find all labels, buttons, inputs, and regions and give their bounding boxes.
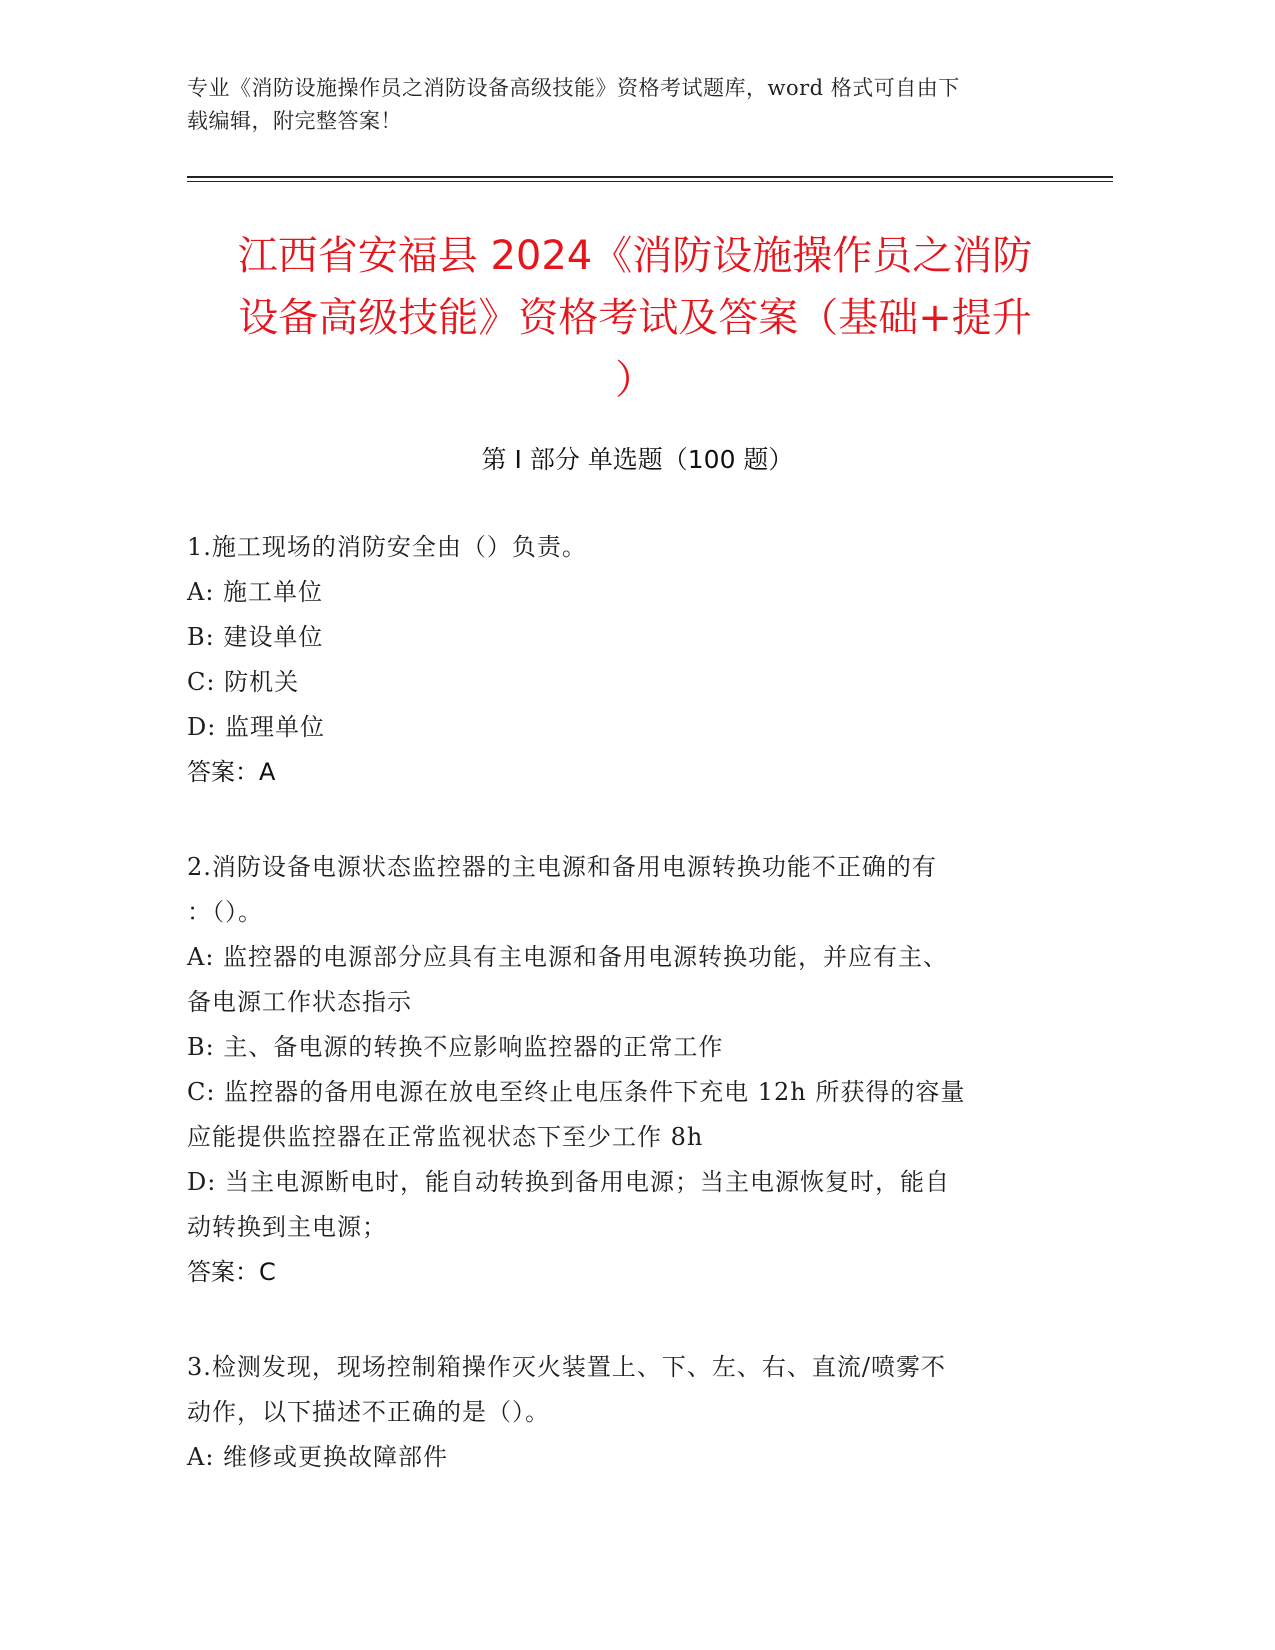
option-c-continued: 应能提供监控器在正常监视状态下至少工作 8h	[187, 1123, 704, 1151]
option-c: C: 防机关	[187, 668, 300, 696]
question-stem: 1.施工现场的消防安全由（）负责。	[187, 533, 587, 561]
question-stem: 动作，以下描述不正确的是（）。	[187, 1398, 550, 1426]
title-line: 江西省安福县 2024《消防设施操作员之消防	[237, 233, 1033, 279]
section-title: 第 I 部分 单选题（100 题）	[481, 445, 794, 474]
option-d: D: 当主电源断电时，能自动转换到备用电源；当主电源恢复时，能自	[187, 1168, 950, 1196]
answer: 答案：A	[187, 758, 276, 786]
header-divider-thin	[187, 181, 1113, 182]
option-a: A: 监控器的电源部分应具有主电源和备用电源转换功能，并应有主、	[187, 943, 949, 971]
question-2	[187, 845, 1087, 1295]
title-line: 设备高级技能》资格考试及答案（基础+提升	[238, 295, 1032, 341]
option-d-continued: 动转换到主电源；	[187, 1213, 387, 1241]
header-divider	[187, 176, 1113, 178]
header-note	[187, 72, 1067, 138]
option-a-continued: 备电源工作状态指示	[187, 988, 412, 1016]
question-stem: 3.检测发现，现场控制箱操作灭火装置上、下、左、右、直流/喷雾不	[187, 1353, 946, 1381]
option-b: B: 建设单位	[187, 623, 324, 651]
header-note-line: 专业《消防设施操作员之消防设备高级技能》资格考试题库，word 格式可自由下	[187, 76, 960, 100]
option-c: C: 监控器的备用电源在放电至终止电压条件下充电 12h 所获得的容量	[187, 1078, 966, 1106]
question-1	[187, 525, 1087, 795]
option-a: A: 维修或更换故障部件	[187, 1443, 449, 1471]
document-title	[185, 225, 1085, 411]
option-b: B: 主、备电源的转换不应影响监控器的正常工作	[187, 1033, 724, 1061]
title-line: ）	[615, 357, 655, 403]
option-d: D: 监理单位	[187, 713, 325, 741]
question-3	[187, 1345, 1087, 1480]
option-a: A: 施工单位	[187, 578, 324, 606]
question-stem: ：（）。	[187, 898, 263, 926]
header-note-line: 载编辑，附完整答案！	[187, 109, 402, 133]
answer: 答案：C	[187, 1258, 276, 1286]
question-stem: 2.消防设备电源状态监控器的主电源和备用电源转换功能不正确的有	[187, 853, 937, 881]
